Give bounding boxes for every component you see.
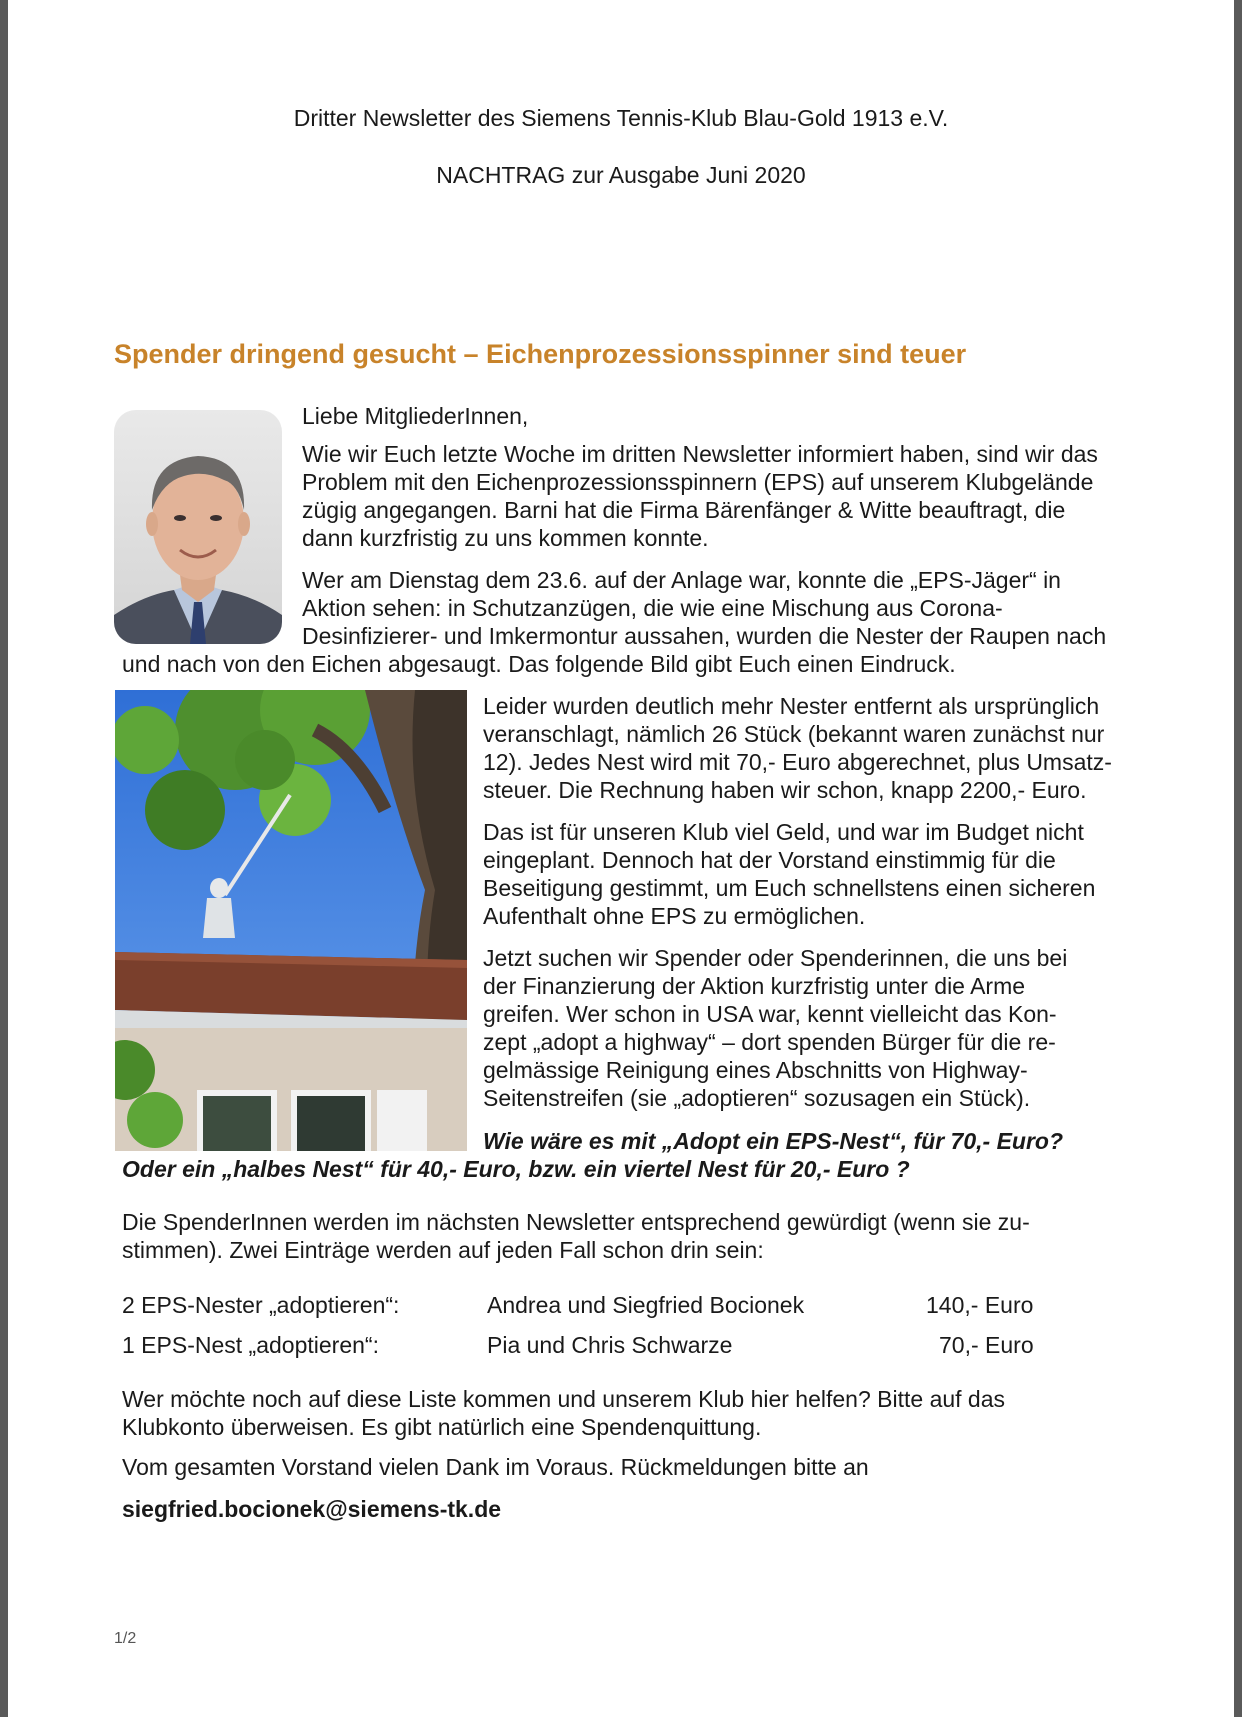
paragraph-budget <box>483 818 1095 930</box>
text-line: eingeplant. Dennoch hat der Vorstand einstimmig für die <box>483 847 1056 873</box>
donor-who: Andrea und Siegfried Bocionek <box>487 1292 805 1318</box>
paragraph-action <box>302 566 1106 650</box>
contact-email[interactable]: siegfried.bocionek@siemens-tk.de <box>122 1496 502 1522</box>
donor-amount: 140,- Euro <box>926 1292 1034 1318</box>
text-line: steuer. Die Rechnung haben wir schon, knapp 2200,- Euro. <box>483 777 1087 803</box>
text-line: greifen. Wer schon in USA war, kennt vielleicht das Kon- <box>483 1001 1057 1027</box>
text-line: Wie wir Euch letzte Woche im dritten Newsletter informiert haben, sind wir das <box>302 441 1098 467</box>
text-line: Problem mit den Eichenprozessionsspinnern (EPS) auf unserem Klubgelände <box>302 469 1094 495</box>
article-heading: Spender dringend gesucht – Eichenprozessionsspinner sind teuer <box>114 339 967 369</box>
text-line: Wer möchte noch auf diese Liste kommen und unserem Klub hier helfen? Bitte auf das <box>122 1386 1006 1412</box>
text-line: Seitenstreifen (sie „adoptieren“ sozusagen ein Stück). <box>483 1085 1031 1111</box>
text-line: stimmen). Zwei Einträge werden auf jeden Fall schon drin sein: <box>122 1237 764 1263</box>
text-line: Beseitigung gestimmt, um Euch schnellstens einen sicheren <box>483 875 1096 901</box>
donor-who: Pia und Chris Schwarze <box>487 1332 733 1358</box>
paragraph-cost <box>483 692 1112 804</box>
text-line: Wer am Dienstag dem 23.6. auf der Anlage war, konnte die „EPS-Jäger“ in <box>302 567 1061 593</box>
text-line: Klubkonto überweisen. Es gibt natürlich eine Spendenquittung. <box>122 1414 762 1440</box>
greeting: Liebe MitgliederInnen, <box>302 403 529 429</box>
text-line: zügig angegangen. Barni hat die Firma Bärenfänger & Witte beauftragt, die <box>302 497 1066 523</box>
text-line: zept „adopt a highway“ – dort spenden Bürger für die re- <box>483 1029 1056 1055</box>
tree-removal-photo <box>115 690 467 1151</box>
donor-amount: 70,- Euro <box>939 1332 1034 1358</box>
paragraph-intro <box>302 440 1098 552</box>
document-page <box>8 0 1234 1717</box>
text-line: Leider wurden deutlich mehr Nester entfernt als ursprünglich <box>483 693 1100 719</box>
donor-what: 1 EPS-Nest „adoptieren“: <box>122 1332 379 1358</box>
page-number: 1/2 <box>114 1630 137 1647</box>
text-line: der Finanzierung der Aktion kurzfristig unter die Arme <box>483 973 1026 999</box>
text-line: Jetzt suchen wir Spender oder Spenderinnen, die uns bei <box>483 945 1068 971</box>
text-line: Das ist für unseren Klub viel Geld, und war im Budget nicht <box>483 819 1084 845</box>
text-line: veranschlagt, nämlich 26 Stück (bekannt waren zunächst nur <box>483 721 1105 747</box>
paragraph-action-end: und nach von den Eichen abgesaugt. Das folgende Bild gibt Euch einen Eindruck. <box>122 651 956 677</box>
newsletter-subtitle: NACHTRAG zur Ausgabe Juni 2020 <box>436 162 806 188</box>
paragraph-sponsors <box>483 944 1067 1112</box>
text-line: Die SpenderInnen werden im nächsten Newsletter entsprechend gewürdigt (wenn sie zu- <box>122 1209 1030 1235</box>
text-line: Aufenthalt ohne EPS zu ermöglichen. <box>483 903 866 929</box>
newsletter-title: Dritter Newsletter des Siemens Tennis-Klub Blau-Gold 1913 e.V. <box>293 105 949 131</box>
callout-line-1: Wie wäre es mit „Adopt ein EPS-Nest“, für 70,- Euro? <box>483 1128 1064 1154</box>
text-line: Desinfizierer- und Imkermontur aussahen, wurden die Nester der Raupen nach <box>302 623 1107 649</box>
paragraph-call-to-action <box>122 1385 1005 1441</box>
callout-line-2: Oder ein „halbes Nest“ für 40,- Euro, bzw. ein viertel Nest für 20,- Euro ? <box>122 1156 910 1182</box>
text-line: dann kurzfristig zu uns kommen konnte. <box>302 525 709 551</box>
paragraph-recognition <box>122 1208 1030 1264</box>
paragraph-thanks: Vom gesamten Vorstand vielen Dank im Voraus. Rückmeldungen bitte an <box>122 1454 869 1480</box>
donor-what: 2 EPS-Nester „adoptieren“: <box>122 1292 400 1318</box>
text-line: Aktion sehen: in Schutzanzügen, die wie eine Mischung aus Corona- <box>302 595 1003 621</box>
author-portrait <box>114 410 282 644</box>
text-line: gelmässige Reinigung eines Abschnitts von Highway- <box>483 1057 1028 1083</box>
text-line: 12). Jedes Nest wird mit 70,- Euro abgerechnet, plus Umsatz- <box>483 749 1112 775</box>
